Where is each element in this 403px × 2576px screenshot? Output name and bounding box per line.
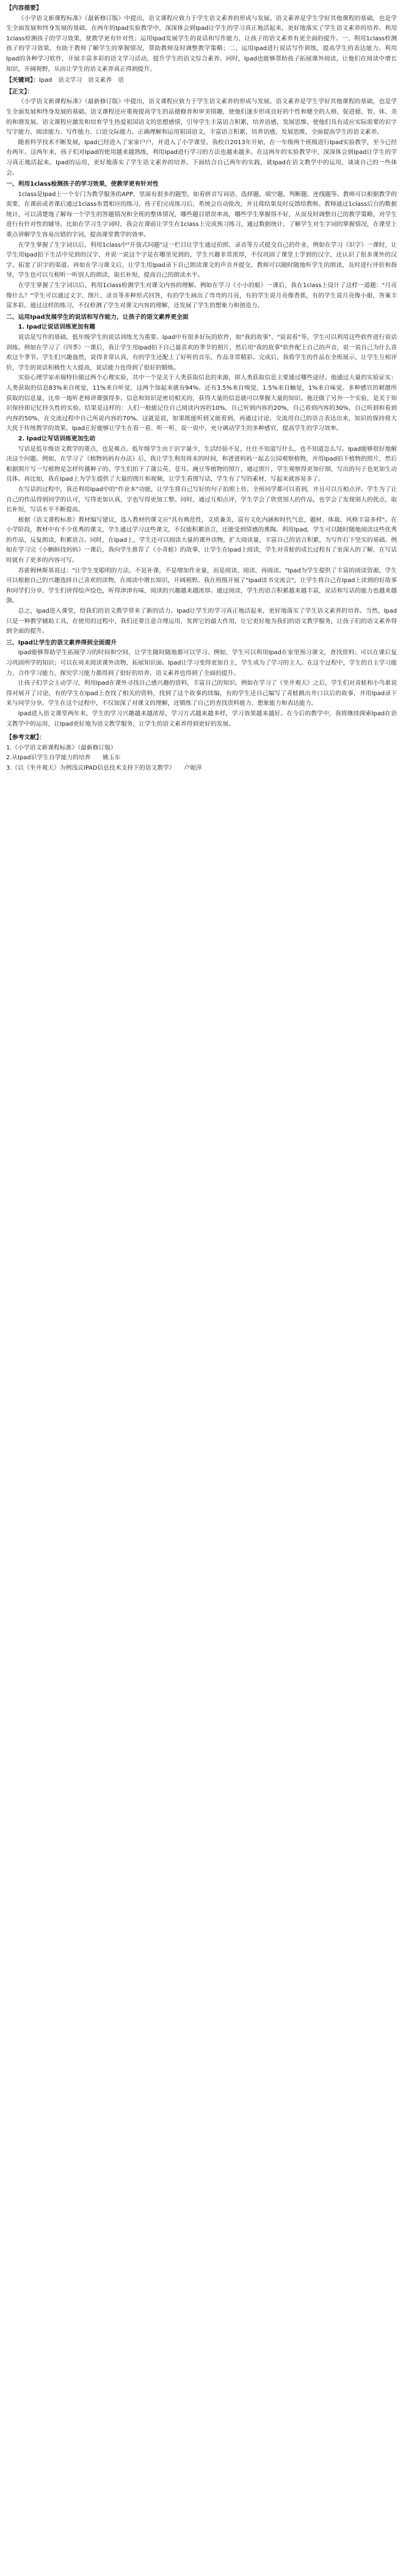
keywords-items: Ipad 语文学习 语文素养 语 [38, 77, 124, 84]
references-section [6, 733, 397, 773]
section-2-title: 二、运用Ipad发展学生的说话和写作能力，让孩子的语文素养更全面 [6, 313, 189, 321]
section-3-paragraph: Ipad进入语文课堂两年来，学生的学习兴趣越来越浓厚，学习方式越来越多样，学习效果越来越好。在今后的教学中，我将继续探索Ipad在语文教学中的运用，让Ipad更好地为语文教学服务，让学生的语文素养得到更好的发展。 [6, 710, 397, 728]
abstract-heading: 【内容提要】 [6, 5, 42, 12]
reference-item: 3.《以《坐井观天》为例浅议IPAD信息技术支持下的语文教学》 卢妮萍 [6, 764, 202, 772]
section-3-paragraph: Ipad能够帮助学生拓展学习的时间和空间，让学生随时随地都可以学习。例如，学生可以利用Ipad在家里预习课文，查找资料；可以在课后复习巩固所学的知识；可以在周末阅读课外读物，拓展知识面。Ipad让学习变得更加自主，学生成为了学习的主人。在这个过程中，学生的自主学习能力、合作学习能力、探究学习能力都得到了很好的培养，语文素养也得到了全面的提升。 [6, 649, 397, 677]
section-3-title: 三、Ipad让学生的语文素养得到全面提升 [6, 639, 117, 646]
references-heading: 【参考文献】： [6, 734, 45, 742]
section-1-title: 一、利用1class检测孩子的学习效果，使教学更有针对性 [6, 181, 159, 188]
keywords-line [6, 76, 397, 86]
document-page [6, 0, 397, 780]
section-2-paragraph: 说话是写作的基础，低年级学生的说话训练尤为重要。Ipad中有很多好玩的软件，如"我的故事"、"说说看"等，学生可以利用这些软件进行说话训练。例如在学习了《四季》一课后，我让学生用Ipad拍下自己最喜欢的季节的照片，然后用"我的故事"软件配上自己的声音，说一说自己为什么喜欢这个季节。学生们兴趣盎然，说得非常认真，有的学生还配上了好听的音乐，作品非常精彩。完成后，我将学生的作品在全班展示，让学生互相评价，学生的说话积极性大大提高，说话能力也得到了很好的锻炼。 [6, 334, 397, 371]
section-2-paragraph: 在写话的过程中，我还利用Ipad中的"作业本"功能，让学生将自己写好的句子拍照上传，全班同学都可以看到，并且可以互相点评。学生为了让自己的作品得到同学的认可，写得更加认真，字也写得更加工整。同时，通过互相点评，学生学会了欣赏别人的作品，也学会了发现别人的优点，取长补短，写话水平不断提高。 [6, 486, 397, 514]
section-2-subtitle-1: 1. Ipad让说话训练更加有趣 [18, 324, 95, 331]
section-1-paragraph: 在学生掌握了生字词以后，利用1class中"开放式问题"这一栏目让学生通过拍照、录音等方式提交自己的作业，例如在学习《识字》一课时，让学生用Ipad拍下生活中见到的汉字，并说一说这个字是在哪里见到的，学生兴趣非常浓厚，不仅巩固了课堂上学到的汉字，还认识了很多课外的汉字，拓宽了识字的渠道。再如在学习课文后，让学生用Ipad录下自己朗读课文的声音并提交，教师可以随时随地听学生的朗读，及时进行评价和指导，学生也可以互相听一听别人的朗读，取长补短，提高自己的朗读水平。 [6, 241, 397, 279]
intro-paragraph: 《小学语文新课程标准》（最新修订版）中提出，语文课程应致力于学生语文素养的形成与发展。语文素养是学生学好其他课程的基础，也是学生全面发展和终身发展的基础。语文课程还应重视提高学生的品德修养和审美情趣，使他们逐步形成良好的个性和健全的人格，促进德、智、体、美的和谐发展。语文课程应激发和培育学生热爱祖国语文的思想感情，引导学生丰富语言积累，培养语感，发展思维，使他们具有适应实际需要的识字写字能力、阅读能力、写作能力、口语交际能力。正确理解和运用祖国语文，丰富语言积累，培养语感，发展思维，全面提高学生的语文素养。 [6, 98, 397, 136]
section-1-paragraph: 在学生掌握了生字词以后，利用1class检测学生对课文内容的理解。例如在学习《小小的船》一课后，我在1class上设计了这样一道题："月亮像什么？"学生可以通过文字、图片、录音等多种形式回答，有的学生画出了弯弯的月亮，有的学生说月亮像香蕉，有的学生说月亮像小船，答案丰富多彩。通过这样的练习，不仅检测了学生对课文内容的理解，还发展了学生的想象力和创造力。 [6, 282, 397, 310]
abstract-text: 《小学语文新课程标准》（最新修订版）中提出，语文课程应致力于学生语文素养的形成与发展。语文素养是学生学好其他课程的基础，也是学生全面发展和终身发展的基础。在两年的Ipad实验教学中，深深体会到Ipad让学生的学习真正地活起来，更好地落实了学生语文素养的培养。利用1class检测孩子的学习效果，使教学更有针对性；运用Ipad发展学生的说话和写作能力，让孩子的语文素养有更全面的提升。一、利用1class检测孩子的学习效果，有助于教师了解学生的掌握情况，帮助教师及时调整教学策略；二、运用Ipad进行说话写作训练，提高学生的表达能力。利用Ipad的各种学习软件，开展丰富多彩的语文学习活动，提升学生的语文综合素养。同时，Ipad也能够帮助孩子拓展课外阅读，让他们在阅读中增长知识，开阔视野，从而让学生的语文素养真正得到提升。 [6, 15, 397, 73]
section-2-paragraph: 根据《语文课程标准》教材编写建议，选入教材的课文应"具有典范性，文质兼美，富有文化内涵和时代气息，题材、体裁、风格丰富多样"。在小学阶段，教材中有不少优秀的课文，学生通过学习这些课文，不仅能积累语言，还能受到情感的熏陶。利用Ipad，学生可以随时随地阅读这些优秀的作品，反复朗读，积累语言。同时，在Ipad上，学生还可以阅读大量的课外读物，扩大阅读量，丰富自己的语言积累，为写作打下坚实的基础。例如在学习完《小蝌蚪找妈妈》一课后，我向学生推荐了《小青蛙》的故事，让学生在Ipad上阅读，学生对青蛙的成长过程有了更深入的了解，在写话时就有了更多的内容可写。 [6, 516, 397, 564]
intro-paragraph: 随着科学技术不断发展，Ipad已经进入了家家户户，并进入了小学课堂。我校自2013年开始，在一年级两个班级进行Ipad实验教学，至今已经有两年。这两年来，孩子们对Ipad的使用越来越熟练，利用Ipad进行学习的方法也越来越多。在这两年的实验教学中，深深体会到Ipad让学生的学习真正地活起来。Ipad的运用，更好地落实了学生语文素养的培养。下面结合自己两年的实践，就Ipad在语文教学中的运用，谈谈自己的一些体会。 [6, 139, 397, 177]
section-1-paragraph: 1class是Ipad上一个专门为教学服务的APP，里面有很多的题型，如看拼音写词语、选择题、填空题、判断题、连线题等。教师可以根据教学的需要，在课前或者课后通过1class布置相应的练习，孩子们完成练习后，系统会自动批改，并且将结果及时反馈给教师。教师通过1class后台的数据统计，可以清楚地了解每一个学生的答题情况和全班的整体情况，哪些题目错误率高，哪些学生掌握得不好，从而及时调整自己的教学策略，对学生进行有针对性的辅导。比如在学习生字词时，我会在课前让学生在1class上完成预习练习，通过数据统计，了解学生对生字词的掌握情况，在课堂上重点讲解学生容易出错的字词，提高课堂教学的效率。 [6, 191, 397, 239]
section-2-paragraph: 苏霍姆林斯基说过："让学生变聪明的方法，不是补课，不是增加作业量，而是阅读、阅读、再阅读。"Ipad为学生提供了丰富的阅读资源，学生可以根据自己的兴趣选择自己喜欢的读物，在阅读中增长知识，开阔视野。我在班级开展了"Ipad读书交流会"，让学生将自己在Ipad上读到的好故事和同学们分享，学生们讲得绘声绘色，听得津津有味，阅读的兴趣越来越浓厚。通过阅读，学生的语言积累越来越丰富，说话和写话的能力也越来越强。 [6, 567, 397, 605]
body-heading: 【正文】： [6, 88, 34, 95]
keywords-label: 【关键词】： [6, 77, 39, 84]
section-2-paragraph: 总之，Ipad进入课堂，给我们的语文教学带来了新的活力。Ipad让学生的学习真正地活起来，更好地落实了学生语文素养的培养。当然，Ipad只是一种教学辅助工具，在使用的过程中，我们还要注意合理运用，发挥它的最大作用，让它更好地为我们的语文教学服务，让孩子们的语文素养得到全面的提升。 [6, 608, 397, 635]
section-2-paragraph: 写话是低年级语文教学的重点，也是难点。低年级学生由于识字量少，生活经验不足，往往不知道写什么，也不知道怎么写。Ipad能够很好地解决这个问题。例如，在学习了《植物妈妈有办法》后，我让学生利用周末的时间，和爸爸妈妈一起去公园观察植物，并用Ipad拍下植物的照片，然后根据照片写一写植物是怎样传播种子的。学生们拍下了蒲公英、苍耳、豌豆等植物的照片，通过照片，学生观察得更加仔细，写出的句子也更加生动具体。再比如，我在Ipad上为学生提供了大量的图片和视频，让学生看图写话，学生有了写的素材，写起来就容易多了。 [6, 445, 397, 483]
section-2-subtitle-2: 2. Ipad让写话训练更加生动 [18, 435, 95, 442]
section-3-paragraph: 让孩子们学会主动学习，利用Ipad在课外寻找自己感兴趣的资料，丰富自己的知识。例如在学习了《坐井观天》之后，学生们对青蛙和小鸟谁说得对展开了讨论，有的学生在Ipad上查找了相关的资料，找到了这个故事的续编，有的学生还自己编写了青蛙跳出井口以后的故事，并用Ipad录下来与同学分享。学生在这个过程中，不仅加深了对课文的理解，还锻炼了自己的查找资料能力、想象能力和表达能力。 [6, 680, 397, 707]
section-2-paragraph: 实验心理学家赤瑞特拉做过两个心理实验，其中一个是关于人类获取信息的来源，即人类获取信息主要通过哪些途径。他通过大量的实验证实：人类获取的信息83%来自视觉，11%来自听觉，这两个加起来就有94%。还有3.5%来自嗅觉，1.5%来自触觉，1%来自味觉。多种感官的刺激所获取的信息量，比单一地听老师讲课强得多。信息和知识是密切相关的，获得大量的信息就可以掌握大量的知识。他还做了另外一个实验，是关于知识保持即记忆持久性的实验。结果是这样的：人们一般能记住自己阅读内容的10%，自己听到内容的20%，自己看到内容的30%，自己听到和看到内容的50%，在交流过程中自己所说内容的70%。这就是说，如果既能听到又能看到，再通过讨论、交流用自己的语言表达出来，知识的保持将大大优于传统教学的效果。Ipad正好能够让学生在看一看、听一听、说一说中，充分调动学生的多种感官，提高学生的学习效率。 [6, 374, 397, 432]
reference-item: 2.从Ipad识学生自学能力的培养 姚玉东 [6, 754, 121, 762]
reference-item: 1.《小学语文新课程标准》（最新修订版） [6, 744, 117, 751]
